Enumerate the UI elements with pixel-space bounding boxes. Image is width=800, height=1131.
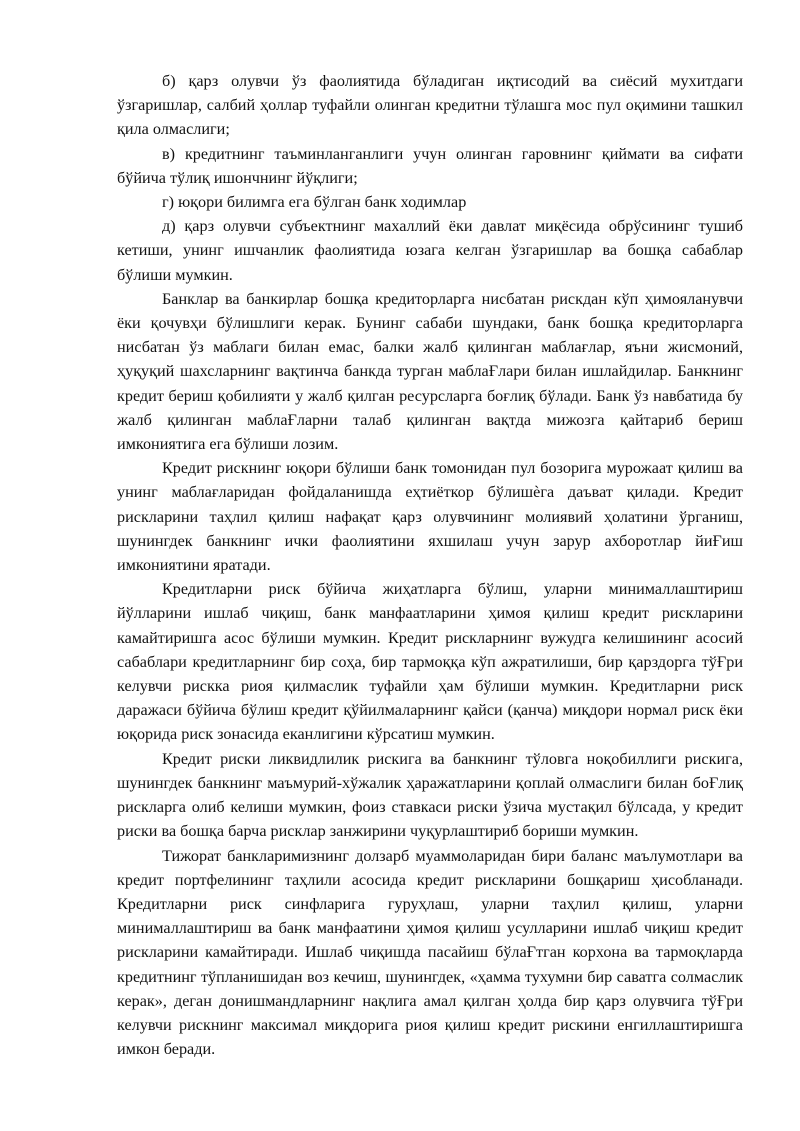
paragraph-liquidity-risk: Кредит риски ликвидлилик рискига ва банкнинг тўловга ноқобиллиги рискига, шунингдек банкнинг маъмурий-хўжалик ҳаражатларини қоплай олмаслиги билан боҒлиқ рискларга олиб келиши мумкин, фоиз ставкаси риски ўзича мустақил бўлсада, у кредит риски ва бошқа барча рисклар занжирини чуқурлаштириб бориши мумкин.	[117, 749, 743, 841]
document-page	[117, 69, 743, 1061]
paragraph-risk-classification: Кредитларни риск бўйича жиҳатларга бўлиш, уларни минималлаштириш йўлларини ишлаб чиқиш, банк манфаатларини ҳимоя қилиш кредит рискларини камайтиришга асос бўлиши мумкин. Кредит рискларнинг вужудга келишининг асосий сабаблари кредитларнинг бир соҳа, бир тармоққа кўп ажратилиши, бир қарздорга тўҒри келувчи рискка риоя қилмаслик туфайли ҳам бўлиши мумкин. Кредитларни риск даражаси бўйича бўлиш кредит қўйилмаларнинг қайси (қанча) миқдори нормал риск ёки юқорида риск зонасида еканлигини кўрсатиш мумкин.	[117, 580, 743, 744]
paragraph-g: г) юқори билимга ега бўлган банк ходимлар	[162, 193, 467, 212]
paragraph-credit-risk-high: Кредит рискнинг юқори бўлиши банк томонидан пул бозорига мурожаат қилиш ва унинг маблағларидан фойдаланишда еҳтиёткор бўлишѐга даъват қилади. Кредит рискларини таҳлил қилиш нафақат қарз олувчининг молиявий ҳолатини ўрганиш, шунингдек банкнинг ички фаолиятини яхшилаш учун зарур ахборотлар йиҒиш имкониятини яратади.	[117, 459, 743, 575]
paragraph-commercial-banks: Тижорат банкларимизнинг долзарб муаммоларидан бири баланс маълумотлари ва кредит портфелининг таҳлили асосида кредит рискларини бошқариш ҳисобланади. Кредитларни риск синфларига гуруҳлаш, уларни таҳлил қилиш, уларни минималлаштириш ва банк манфаатини ҳимоя қилиш усулларини ишлаб чиқиш кредит рискларини камайтиради. Ишлаб чиқишда пасайиш бўлаҒтган корхона ва тармоқларда кредитнинг тўпланишидан воз кечиш, шунингдек, «ҳамма тухумни бир саватга солмаслик керак», деган донишмандларнинг нақлига амал қилган ҳолда бир қарз олувчига тўҒри келувчи рискнинг максимал миқдорига риоя қилиш кредит рискини енгиллаштиришга имкон беради.	[117, 846, 743, 1059]
paragraph-b: б) қарз олувчи ўз фаолиятида бўладиган иқтисодий ва сиёсий мухитдаги ўзгаришлар, салбий ҳоллар туфайли олинган кредитни тўлашга мос пул оқимини ташкил қила олмаслиги;	[117, 72, 743, 139]
paragraph-d: д) қарз олувчи субъектнинг махаллий ёки давлат миқёсида обрўсининг тушиб кетиши, унинг ишчанлик фаолиятида юзага келган ўзгаришлар ва бошқа сабаблар бўлиши мумкин.	[117, 217, 743, 284]
paragraph-v: в) кредитнинг таъминланганлиги учун олинган гаровнинг қиймати ва сифати бўйича тўлиқ ишончнинг йўқлиги;	[117, 144, 743, 187]
paragraph-banks-risk-protection: Банклар ва банкирлар бошқа кредиторларга нисбатан рискдан кўп ҳимояланувчи ёки қочувҳи бўлишлиги керак. Бунинг сабаби шундаки, банк бошқа кредиторларга нисбатан ўз маблаги билан емас, балки жалб қилинган маблағлар, яъни жисмоний, ҳуқуқий шахсларнинг вақтинча банкда турган маблаҒлари билан ишлайдилар. Банкнинг кредит бериш қобилияти у жалб қилган ресурсларга боғлиқ бўлади. Банк ўз навбатида бу жалб қилинган маблаҒларни талаб қилинган вақтда мижозга қайтариб бериш имкониятига ега бўлиши лозим.	[117, 289, 743, 454]
